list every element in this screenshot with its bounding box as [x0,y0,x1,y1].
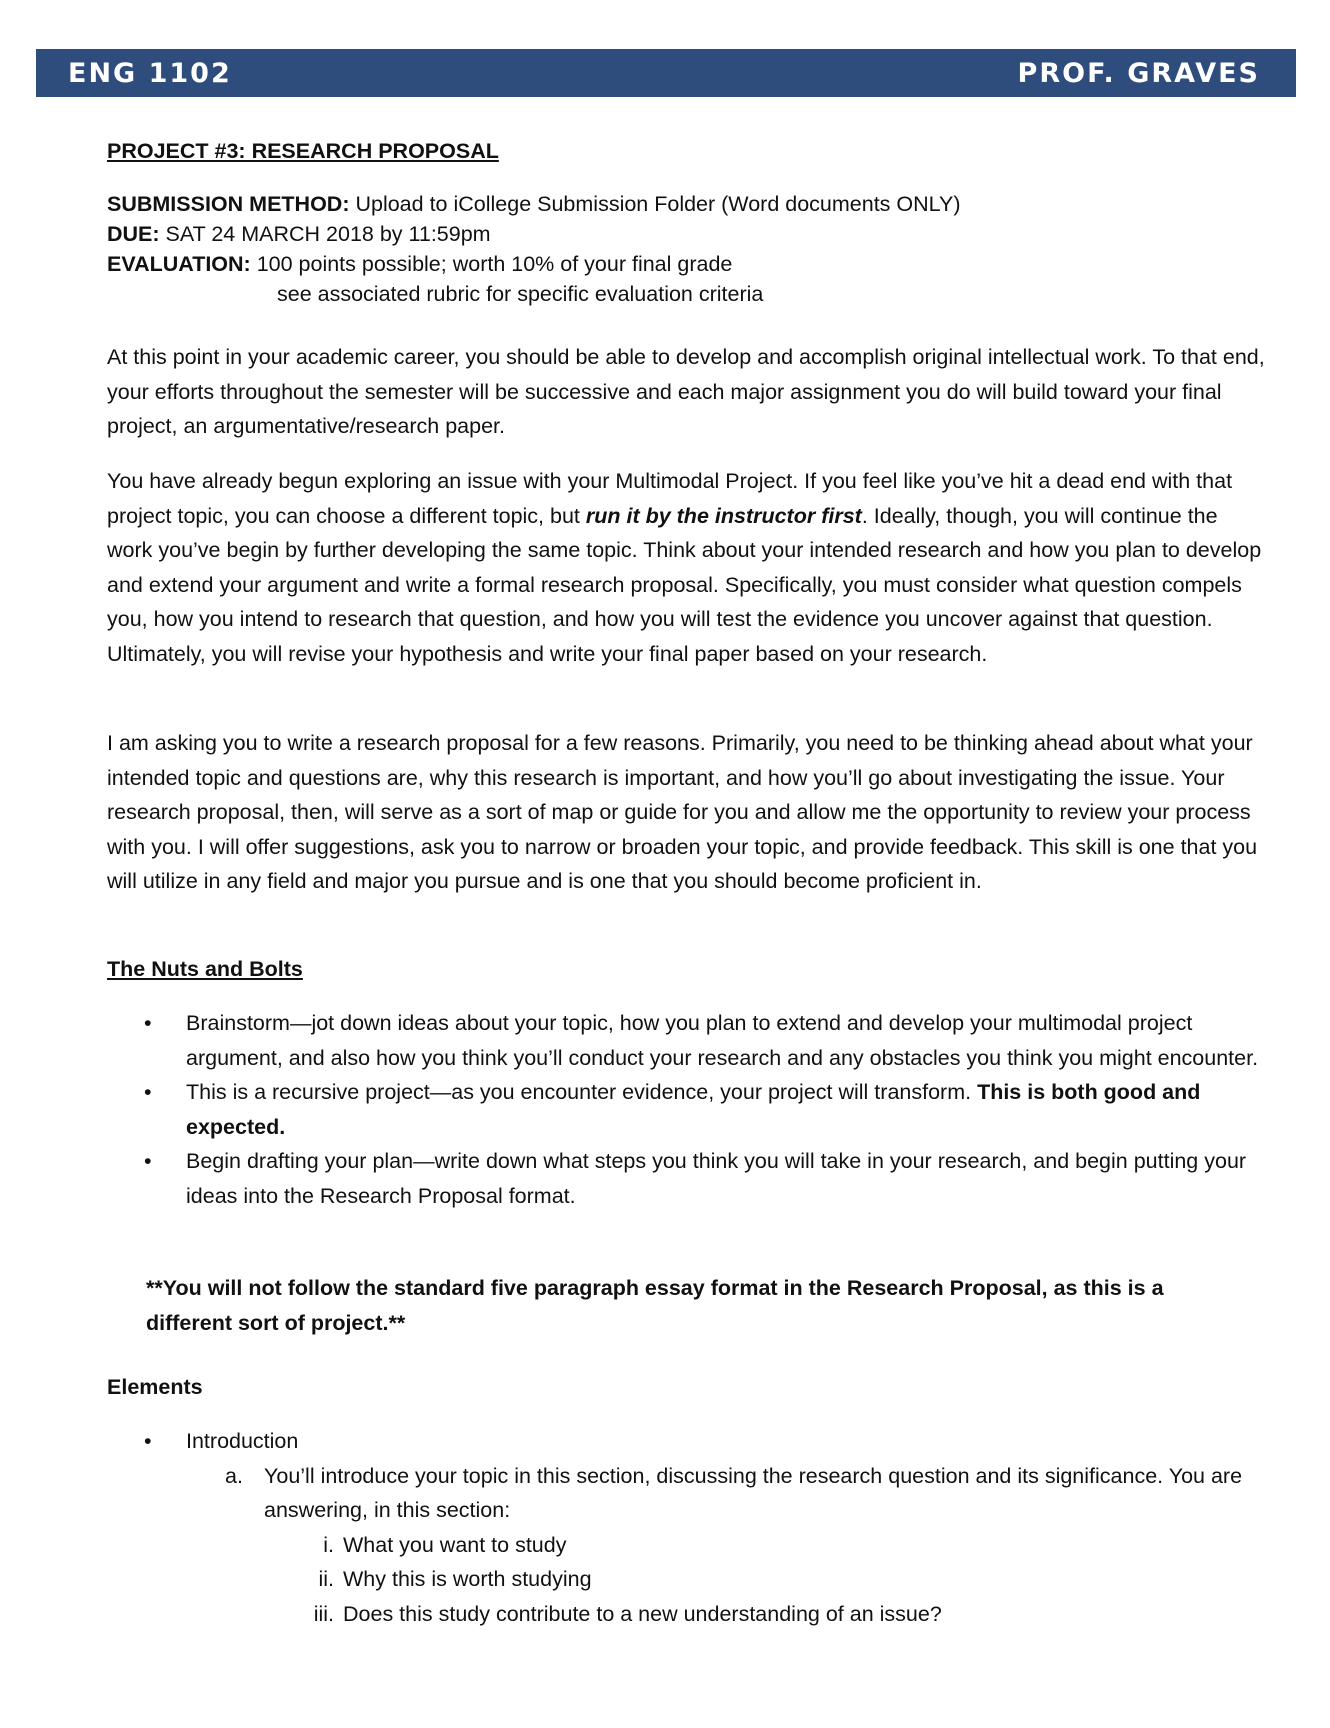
question-contribution: Does this study contribute to a new understanding of an issue? [343,1601,942,1626]
due-label: DUE: [107,222,160,246]
list-marker: ii. [318,1567,334,1591]
bullet-icon: • [144,1429,152,1453]
list-item [107,1562,1267,1597]
page-title: PROJECT #3: RESEARCH PROPOSAL [107,139,499,163]
bullet-icon: • [144,1080,152,1104]
assignment-meta [107,189,961,309]
list-item [107,1075,1267,1144]
paragraph-multimodal-end: . Ideally, though, you will continue the work you’ve begin by further developing the same topic. Think about your intended research and how you plan to develop and extend your argument and write a formal research proposal. Specifically, you must consider what question compels you, how you intend to research that question, and how you will test the evidence you uncover against that question. Ultimately, you will revise your hypothesis and write your final paper based on your research. [107,503,1262,666]
bullet-icon: • [144,1149,152,1173]
bullet-text: This is a recursive project—as you encounter evidence, your project will transform. [186,1080,978,1104]
evaluation-line [107,249,961,279]
evaluation-value: 100 points possible; worth 10% of your final grade [250,252,733,276]
paragraph-intro: At this point in your academic career, you should be able to develop and accomplish original intellectual work. To that end, your efforts throughout the semester will be successive and each major assignment you do will build toward your final project, an argumentative/research paper. [107,345,1265,438]
evaluation-note: see associated rubric for specific evaluation criteria [277,282,764,306]
bullet-text: Begin drafting your plan—write down what steps you think you will take in your research, and begin putting your ideas into the Research Proposal format. [186,1149,1247,1208]
question-why: Why this is worth studying [343,1567,592,1591]
paragraph-multimodal [107,464,1267,671]
list-item [107,1424,1267,1459]
list-item [107,1597,1267,1632]
bullet-text: Brainstorm—jot down ideas about your topic, how you plan to extend and develop your multimodal project argument, and also how you think you’ll conduct your research and any obstacles you think you might encounter. [186,1011,1259,1070]
paragraph-reasons: I am asking you to write a research proposal for a few reasons. Primarily, you need to be thinking ahead about what your intended topic and questions are, why this research is important, and how you’ll go about investigating the issue. Your research proposal, then, will serve as a sort of map or guide for you and allow me the opportunity to review your process with you. I will offer suggestions, ask you to narrow or broaden your topic, and provide feedback. This skill is one that you will utilize in any field and major you pursue and is one that you should become proficient in. [107,731,1258,893]
due-line [107,219,961,249]
list-item [107,1006,1267,1075]
submission-value: Upload to iCollege Submission Folder (Word documents ONLY) [349,192,961,216]
evaluation-label: EVALUATION: [107,252,251,276]
list-item [107,1528,1267,1563]
header-bar [36,49,1296,97]
nuts-bullet-list [107,1006,1267,1213]
emphasis-instructor: run it by the instructor first [585,503,862,528]
list-marker: iii. [313,1601,334,1626]
due-value: SAT 24 MARCH 2018 by 11:59pm [159,222,491,246]
element-intro-detail: You’ll introduce your topic in this section, discussing the research question and its significance. You are answering, in this section: [264,1463,1243,1522]
submission-line [107,189,961,219]
course-code: ENG 1102 [68,57,232,89]
elements-list [107,1424,1267,1631]
nuts-and-bolts-heading: The Nuts and Bolts [107,957,303,981]
list-marker: a. [225,1463,243,1488]
list-item [107,1459,1267,1528]
format-note: **You will not follow the standard five paragraph essay format in the Research Proposal, as this is a different sort of project.** [146,1276,1164,1335]
elements-heading: Elements [107,1375,203,1399]
bullet-icon: • [144,1011,152,1035]
professor-name: PROF. GRAVES [1017,57,1260,89]
submission-label: SUBMISSION METHOD: [107,192,350,216]
list-marker: i. [323,1532,334,1557]
paragraph-multimodal-start: You have already begun exploring an issue with your Multimodal Project. If you feel like you’ve hit a dead end with that project topic, you can choose a different topic, but [107,469,1233,528]
question-what: What you want to study [343,1532,567,1557]
list-item [107,1144,1267,1213]
bullet-emphasis: This is both good and expected. [186,1080,1201,1139]
element-introduction: Introduction [186,1429,299,1453]
